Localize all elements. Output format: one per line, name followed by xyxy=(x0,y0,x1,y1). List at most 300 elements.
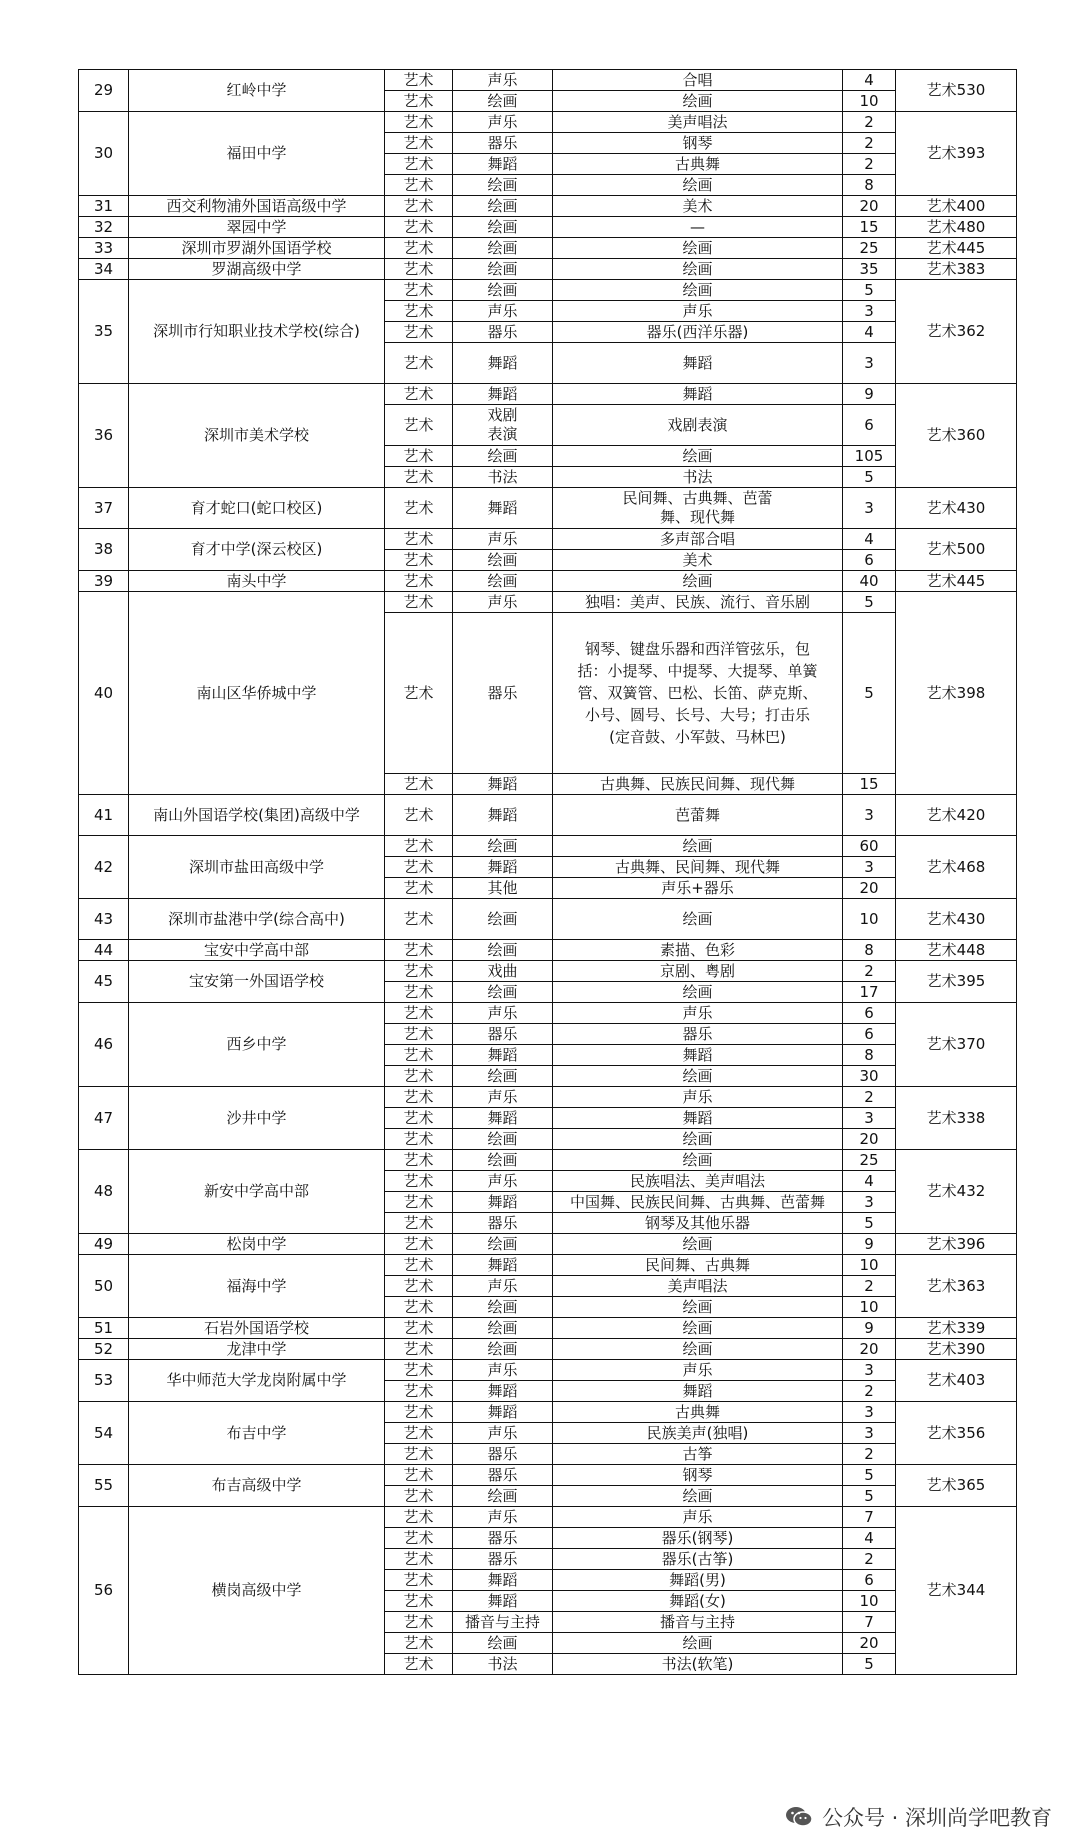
category: 艺术 xyxy=(385,1486,453,1507)
program: 舞蹈(女) xyxy=(553,1591,843,1612)
school-number: 54 xyxy=(79,1402,129,1465)
sub-category: 绘画 xyxy=(453,1318,553,1339)
sub-category: 绘画 xyxy=(453,982,553,1003)
quota: 8 xyxy=(843,1045,896,1066)
school-name: 深圳市行知职业技术学校(综合) xyxy=(129,280,385,384)
category: 艺术 xyxy=(385,836,453,857)
quota: 7 xyxy=(843,1612,896,1633)
sub-category: 声乐 xyxy=(453,1507,553,1528)
admission-score: 艺术393 xyxy=(896,112,1017,196)
category: 艺术 xyxy=(385,488,453,529)
category: 艺术 xyxy=(385,175,453,196)
quota: 9 xyxy=(843,1234,896,1255)
school-number: 33 xyxy=(79,238,129,259)
quota: 3 xyxy=(843,1192,896,1213)
admission-score: 艺术403 xyxy=(896,1360,1017,1402)
sub-category: 绘画 xyxy=(453,91,553,112)
quota: 8 xyxy=(843,940,896,961)
category: 艺术 xyxy=(385,1003,453,1024)
program: 钢琴及其他乐器 xyxy=(553,1213,843,1234)
table-row xyxy=(79,1255,1017,1276)
sub-category: 舞蹈 xyxy=(453,1045,553,1066)
sub-category: 舞蹈 xyxy=(453,795,553,836)
quota: 10 xyxy=(843,1255,896,1276)
category: 艺术 xyxy=(385,196,453,217)
quota: 2 xyxy=(843,1549,896,1570)
quota: 60 xyxy=(843,836,896,857)
program: 器乐(古筝) xyxy=(553,1549,843,1570)
sub-category: 绘画 xyxy=(453,238,553,259)
school-number: 37 xyxy=(79,488,129,529)
quota: 20 xyxy=(843,196,896,217)
table-row xyxy=(79,217,1017,238)
category: 艺术 xyxy=(385,1108,453,1129)
school-number: 48 xyxy=(79,1150,129,1234)
quota: 8 xyxy=(843,175,896,196)
admission-score: 艺术362 xyxy=(896,280,1017,384)
school-name: 宝安中学高中部 xyxy=(129,940,385,961)
quota: 6 xyxy=(843,1024,896,1045)
table-row xyxy=(79,112,1017,133)
program: 舞蹈(男) xyxy=(553,1570,843,1591)
sub-category: 声乐 xyxy=(453,1087,553,1108)
program: 声乐 xyxy=(553,1087,843,1108)
table-row xyxy=(79,259,1017,280)
sub-category: 声乐 xyxy=(453,301,553,322)
program: 器乐 xyxy=(553,1024,843,1045)
category: 艺术 xyxy=(385,1465,453,1486)
school-name: 福海中学 xyxy=(129,1255,385,1318)
quota: 2 xyxy=(843,154,896,175)
sub-category: 器乐 xyxy=(453,133,553,154)
program: 美声唱法 xyxy=(553,1276,843,1297)
sub-category: 舞蹈 xyxy=(453,154,553,175)
category: 艺术 xyxy=(385,1129,453,1150)
school-name: 石岩外国语学校 xyxy=(129,1318,385,1339)
school-name: 福田中学 xyxy=(129,112,385,196)
sub-category: 绘画 xyxy=(453,940,553,961)
quota: 20 xyxy=(843,1339,896,1360)
program: 绘画 xyxy=(553,1486,843,1507)
program: 绘画 xyxy=(553,259,843,280)
quota: 3 xyxy=(843,343,896,384)
program: — xyxy=(553,217,843,238)
table-row xyxy=(79,1465,1017,1486)
admission-score: 艺术530 xyxy=(896,70,1017,112)
program: 素描、色彩 xyxy=(553,940,843,961)
quota: 7 xyxy=(843,1507,896,1528)
category: 艺术 xyxy=(385,1591,453,1612)
school-name: 横岗高级中学 xyxy=(129,1507,385,1675)
quota: 25 xyxy=(843,1150,896,1171)
quota: 10 xyxy=(843,1297,896,1318)
sub-category: 声乐 xyxy=(453,112,553,133)
sub-category: 声乐 xyxy=(453,592,553,613)
admission-score: 艺术480 xyxy=(896,217,1017,238)
school-name: 深圳市盐田高级中学 xyxy=(129,836,385,899)
school-number: 42 xyxy=(79,836,129,899)
category: 艺术 xyxy=(385,592,453,613)
table-body xyxy=(79,70,1017,1675)
sub-category: 绘画 xyxy=(453,571,553,592)
program: 绘画 xyxy=(553,1633,843,1654)
quota: 6 xyxy=(843,550,896,571)
table-row xyxy=(79,795,1017,836)
category: 艺术 xyxy=(385,1087,453,1108)
program: 古典舞、民族民间舞、现代舞 xyxy=(553,774,843,795)
program: 绘画 xyxy=(553,982,843,1003)
school-number: 55 xyxy=(79,1465,129,1507)
category: 艺术 xyxy=(385,1318,453,1339)
category: 艺术 xyxy=(385,774,453,795)
quota: 2 xyxy=(843,1087,896,1108)
school-number: 40 xyxy=(79,592,129,795)
school-name: 翠园中学 xyxy=(129,217,385,238)
school-number: 56 xyxy=(79,1507,129,1675)
quota: 4 xyxy=(843,529,896,550)
sub-category: 舞蹈 xyxy=(453,774,553,795)
quota: 3 xyxy=(843,1402,896,1423)
footer-label: 公众号 · 深圳尚学吧教育 xyxy=(821,1806,1052,1830)
program: 绘画 xyxy=(553,899,843,940)
school-name: 西乡中学 xyxy=(129,1003,385,1087)
program: 钢琴 xyxy=(553,133,843,154)
program: 绘画 xyxy=(553,1234,843,1255)
table-row xyxy=(79,1360,1017,1381)
quota: 3 xyxy=(843,488,896,529)
school-name: 罗湖高级中学 xyxy=(129,259,385,280)
category: 艺术 xyxy=(385,301,453,322)
admission-score: 艺术360 xyxy=(896,384,1017,488)
program: 舞蹈 xyxy=(553,343,843,384)
sub-category: 绘画 xyxy=(453,196,553,217)
program: 绘画 xyxy=(553,238,843,259)
program: 绘画 xyxy=(553,1297,843,1318)
admission-score: 艺术432 xyxy=(896,1150,1017,1234)
admission-score: 艺术383 xyxy=(896,259,1017,280)
school-name: 龙津中学 xyxy=(129,1339,385,1360)
sub-category: 舞蹈 xyxy=(453,384,553,405)
admission-score: 艺术338 xyxy=(896,1087,1017,1150)
sub-category: 绘画 xyxy=(453,1297,553,1318)
sub-category: 器乐 xyxy=(453,1213,553,1234)
quota: 10 xyxy=(843,91,896,112)
program: 舞蹈 xyxy=(553,1108,843,1129)
quota: 6 xyxy=(843,1570,896,1591)
quota: 5 xyxy=(843,280,896,301)
table-row xyxy=(79,280,1017,301)
category: 艺术 xyxy=(385,1549,453,1570)
category: 艺术 xyxy=(385,1654,453,1675)
sub-category: 舞蹈 xyxy=(453,1591,553,1612)
category: 艺术 xyxy=(385,571,453,592)
program: 声乐 xyxy=(553,1507,843,1528)
quota: 2 xyxy=(843,1381,896,1402)
category: 艺术 xyxy=(385,405,453,446)
table-row xyxy=(79,1087,1017,1108)
admission-score: 艺术395 xyxy=(896,961,1017,1003)
category: 艺术 xyxy=(385,1402,453,1423)
school-name: 南山外国语学校(集团)高级中学 xyxy=(129,795,385,836)
category: 艺术 xyxy=(385,133,453,154)
admission-score: 艺术448 xyxy=(896,940,1017,961)
table-row xyxy=(79,1318,1017,1339)
program: 古筝 xyxy=(553,1444,843,1465)
school-number: 41 xyxy=(79,795,129,836)
category: 艺术 xyxy=(385,343,453,384)
program: 绘画 xyxy=(553,1150,843,1171)
admission-score: 艺术445 xyxy=(896,238,1017,259)
admission-table-grid xyxy=(78,69,1017,1675)
category: 艺术 xyxy=(385,1528,453,1549)
category: 艺术 xyxy=(385,1339,453,1360)
sub-category: 绘画 xyxy=(453,217,553,238)
program: 声乐 xyxy=(553,301,843,322)
sub-category: 绘画 xyxy=(453,1129,553,1150)
sub-category: 绘画 xyxy=(453,1486,553,1507)
category: 艺术 xyxy=(385,1360,453,1381)
school-name: 华中师范大学龙岗附属中学 xyxy=(129,1360,385,1402)
school-number: 51 xyxy=(79,1318,129,1339)
admission-score: 艺术396 xyxy=(896,1234,1017,1255)
category: 艺术 xyxy=(385,1570,453,1591)
admission-score: 艺术430 xyxy=(896,899,1017,940)
quota: 2 xyxy=(843,961,896,982)
sub-category: 绘画 xyxy=(453,1633,553,1654)
table-row xyxy=(79,1234,1017,1255)
quota: 4 xyxy=(843,70,896,91)
program: 绘画 xyxy=(553,91,843,112)
school-name: 布吉高级中学 xyxy=(129,1465,385,1507)
school-number: 39 xyxy=(79,571,129,592)
program: 舞蹈 xyxy=(553,384,843,405)
program: 舞蹈 xyxy=(553,1381,843,1402)
sub-category: 舞蹈 xyxy=(453,488,553,529)
quota: 2 xyxy=(843,1444,896,1465)
program: 书法(软笔) xyxy=(553,1654,843,1675)
program: 绘画 xyxy=(553,1066,843,1087)
school-number: 53 xyxy=(79,1360,129,1402)
program: 声乐 xyxy=(553,1360,843,1381)
quota: 15 xyxy=(843,217,896,238)
category: 艺术 xyxy=(385,259,453,280)
sub-category: 戏曲 xyxy=(453,961,553,982)
admission-score: 艺术398 xyxy=(896,592,1017,795)
table-row xyxy=(79,899,1017,940)
program: 古典舞、民间舞、现代舞 xyxy=(553,857,843,878)
category: 艺术 xyxy=(385,1381,453,1402)
footer-watermark xyxy=(784,1802,1052,1832)
program: 美术 xyxy=(553,196,843,217)
table-row xyxy=(79,196,1017,217)
quota: 9 xyxy=(843,384,896,405)
school-number: 31 xyxy=(79,196,129,217)
program: 书法 xyxy=(553,467,843,488)
quota: 15 xyxy=(843,774,896,795)
program: 器乐(钢琴) xyxy=(553,1528,843,1549)
category: 艺术 xyxy=(385,857,453,878)
program: 京剧、粤剧 xyxy=(553,961,843,982)
sub-category: 书法 xyxy=(453,467,553,488)
sub-category: 声乐 xyxy=(453,1171,553,1192)
table-row xyxy=(79,70,1017,91)
quota: 5 xyxy=(843,467,896,488)
category: 艺术 xyxy=(385,384,453,405)
wechat-icon xyxy=(784,1805,814,1829)
sub-category: 绘画 xyxy=(453,1150,553,1171)
sub-category: 器乐 xyxy=(453,322,553,343)
school-name: 布吉中学 xyxy=(129,1402,385,1465)
school-name: 南头中学 xyxy=(129,571,385,592)
category: 艺术 xyxy=(385,1213,453,1234)
school-number: 44 xyxy=(79,940,129,961)
sub-category: 声乐 xyxy=(453,529,553,550)
category: 艺术 xyxy=(385,1276,453,1297)
program: 多声部合唱 xyxy=(553,529,843,550)
quota: 20 xyxy=(843,1129,896,1150)
table-row xyxy=(79,238,1017,259)
school-number: 47 xyxy=(79,1087,129,1150)
quota: 3 xyxy=(843,1360,896,1381)
program: 绘画 xyxy=(553,446,843,467)
category: 艺术 xyxy=(385,961,453,982)
quota: 2 xyxy=(843,112,896,133)
category: 艺术 xyxy=(385,1045,453,1066)
table-row xyxy=(79,1402,1017,1423)
program: 绘画 xyxy=(553,836,843,857)
program: 播音与主持 xyxy=(553,1612,843,1633)
category: 艺术 xyxy=(385,1423,453,1444)
category: 艺术 xyxy=(385,899,453,940)
admission-score: 艺术344 xyxy=(896,1507,1017,1675)
sub-category: 戏剧表演 xyxy=(453,405,553,446)
table-row xyxy=(79,1003,1017,1024)
school-number: 34 xyxy=(79,259,129,280)
quota: 3 xyxy=(843,857,896,878)
school-number: 50 xyxy=(79,1255,129,1318)
quota: 20 xyxy=(843,878,896,899)
quota: 4 xyxy=(843,1171,896,1192)
sub-category: 器乐 xyxy=(453,1444,553,1465)
category: 艺术 xyxy=(385,217,453,238)
program: 绘画 xyxy=(553,571,843,592)
table-row xyxy=(79,940,1017,961)
program: 美声唱法 xyxy=(553,112,843,133)
school-number: 29 xyxy=(79,70,129,112)
sub-category: 声乐 xyxy=(453,1003,553,1024)
sub-category: 舞蹈 xyxy=(453,1108,553,1129)
sub-category: 绘画 xyxy=(453,175,553,196)
school-number: 35 xyxy=(79,280,129,384)
program: 芭蕾舞 xyxy=(553,795,843,836)
program: 绘画 xyxy=(553,175,843,196)
quota: 10 xyxy=(843,1591,896,1612)
program: 钢琴、键盘乐器和西洋管弦乐，包括：小提琴、中提琴、大提琴、单簧管、双簧管、巴松、长笛、萨克斯、小号、圆号、长号、大号；打击乐(定音鼓、小军鼓、马林巴) xyxy=(553,613,843,774)
category: 艺术 xyxy=(385,550,453,571)
category: 艺术 xyxy=(385,154,453,175)
table-row xyxy=(79,1507,1017,1528)
school-name: 松岗中学 xyxy=(129,1234,385,1255)
sub-category: 声乐 xyxy=(453,1360,553,1381)
sub-category: 声乐 xyxy=(453,1423,553,1444)
school-number: 36 xyxy=(79,384,129,488)
category: 艺术 xyxy=(385,1507,453,1528)
admission-score: 艺术370 xyxy=(896,1003,1017,1087)
admission-score: 艺术500 xyxy=(896,529,1017,571)
category: 艺术 xyxy=(385,446,453,467)
quota: 10 xyxy=(843,899,896,940)
sub-category: 绘画 xyxy=(453,259,553,280)
program: 声乐+器乐 xyxy=(553,878,843,899)
category: 艺术 xyxy=(385,467,453,488)
sub-category: 舞蹈 xyxy=(453,1192,553,1213)
program: 古典舞 xyxy=(553,154,843,175)
admission-score: 艺术390 xyxy=(896,1339,1017,1360)
sub-category: 其他 xyxy=(453,878,553,899)
sub-category: 绘画 xyxy=(453,1339,553,1360)
school-number: 30 xyxy=(79,112,129,196)
sub-category: 绘画 xyxy=(453,280,553,301)
table-row xyxy=(79,836,1017,857)
category: 艺术 xyxy=(385,91,453,112)
admission-score: 艺术430 xyxy=(896,488,1017,529)
school-name: 育才蛇口(蛇口校区) xyxy=(129,488,385,529)
quota: 9 xyxy=(843,1318,896,1339)
sub-category: 舞蹈 xyxy=(453,1255,553,1276)
school-name: 沙井中学 xyxy=(129,1087,385,1150)
quota: 25 xyxy=(843,238,896,259)
sub-category: 绘画 xyxy=(453,446,553,467)
quota: 20 xyxy=(843,1633,896,1654)
admission-score: 艺术365 xyxy=(896,1465,1017,1507)
program: 绘画 xyxy=(553,1129,843,1150)
school-name: 深圳市罗湖外国语学校 xyxy=(129,238,385,259)
sub-category: 舞蹈 xyxy=(453,1570,553,1591)
category: 艺术 xyxy=(385,322,453,343)
quota: 35 xyxy=(843,259,896,280)
sub-category: 绘画 xyxy=(453,836,553,857)
program: 声乐 xyxy=(553,1003,843,1024)
quota: 4 xyxy=(843,1528,896,1549)
admission-score: 艺术363 xyxy=(896,1255,1017,1318)
category: 艺术 xyxy=(385,529,453,550)
school-number: 32 xyxy=(79,217,129,238)
school-number: 49 xyxy=(79,1234,129,1255)
sub-category: 舞蹈 xyxy=(453,343,553,384)
admission-score: 艺术445 xyxy=(896,571,1017,592)
admission-table xyxy=(78,69,1016,1675)
category: 艺术 xyxy=(385,1444,453,1465)
quota: 30 xyxy=(843,1066,896,1087)
program: 绘画 xyxy=(553,280,843,301)
school-number: 45 xyxy=(79,961,129,1003)
sub-category: 绘画 xyxy=(453,1234,553,1255)
category: 艺术 xyxy=(385,1255,453,1276)
program: 绘画 xyxy=(553,1339,843,1360)
quota: 4 xyxy=(843,322,896,343)
category: 艺术 xyxy=(385,1612,453,1633)
table-row xyxy=(79,571,1017,592)
quota: 5 xyxy=(843,1213,896,1234)
school-name: 育才中学(深云校区) xyxy=(129,529,385,571)
admission-score: 艺术400 xyxy=(896,196,1017,217)
category: 艺术 xyxy=(385,1234,453,1255)
quota: 5 xyxy=(843,592,896,613)
category: 艺术 xyxy=(385,1171,453,1192)
sub-category: 绘画 xyxy=(453,899,553,940)
school-number: 38 xyxy=(79,529,129,571)
category: 艺术 xyxy=(385,1066,453,1087)
